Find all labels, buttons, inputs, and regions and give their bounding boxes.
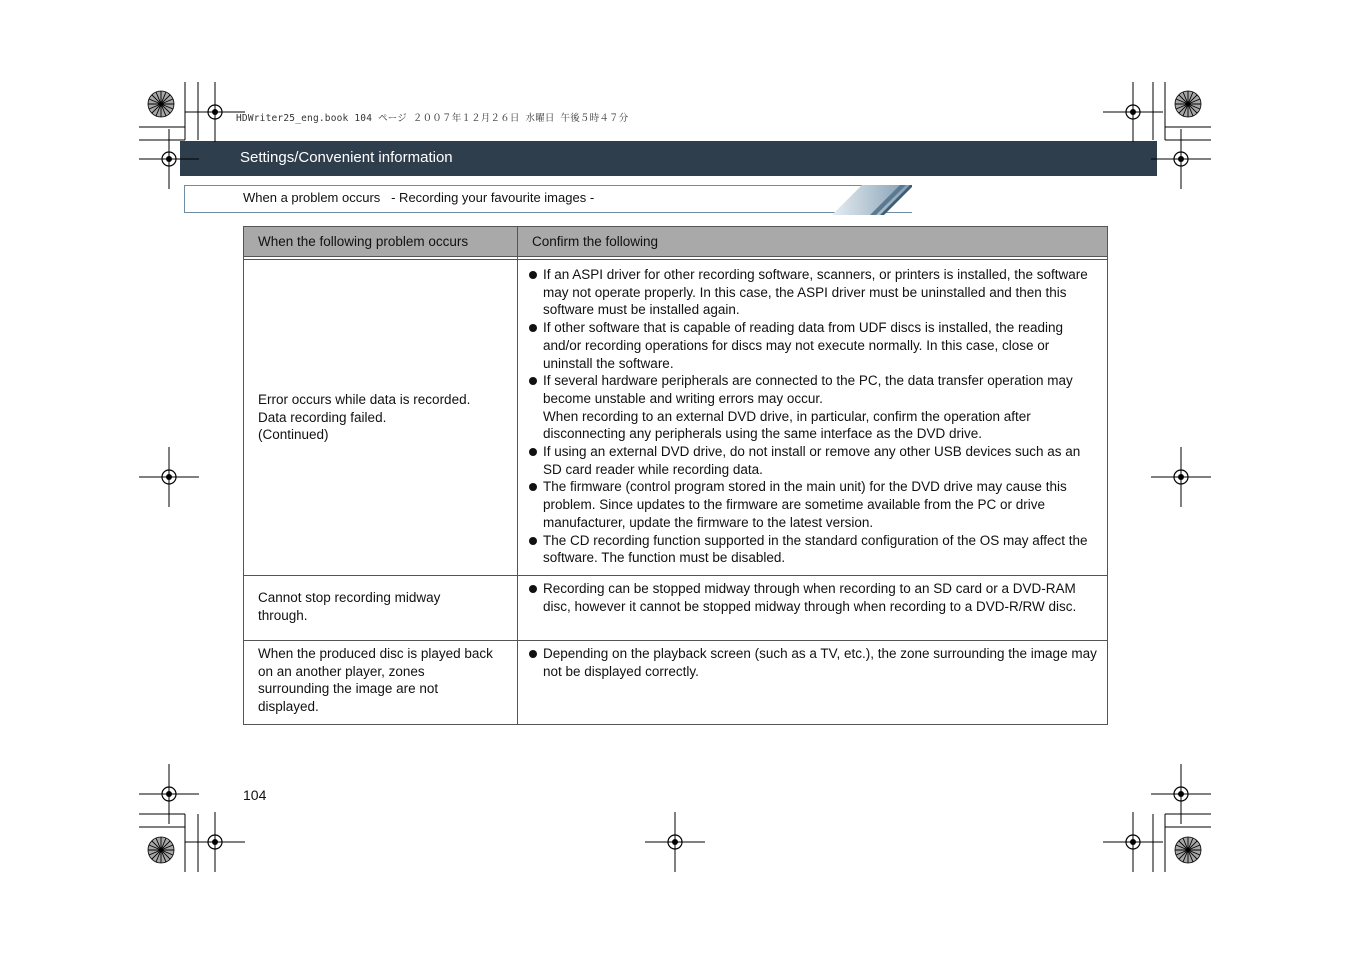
registration-star-icon bbox=[148, 91, 174, 117]
registration-cross-icon bbox=[1151, 129, 1211, 189]
problem-line: (Continued) bbox=[258, 427, 329, 443]
registration-cross-icon bbox=[139, 129, 199, 189]
registration-cross-icon bbox=[185, 812, 245, 872]
confirm-text: If an ASPI driver for other recording software, scanners, or printers is installed, the software may not operate properly. In this case, the ASPI driver must be uninstalled and then this software must be installed again. bbox=[543, 267, 1088, 318]
registration-cross-icon bbox=[645, 812, 705, 872]
column-header-confirm: Confirm the following bbox=[518, 227, 1108, 257]
confirm-text: The firmware (control program stored in the main unit) for the DVD drive may cause this problem. Since updates to the firmware are sometime available from the PC or drive manufacturer, update the firmware to the latest version. bbox=[543, 479, 1067, 530]
registration-cross-icon bbox=[139, 764, 199, 824]
registration-star-icon bbox=[1175, 91, 1201, 117]
problem-line: Cannot stop recording midway bbox=[258, 589, 441, 605]
print-slug-line: HDWriter25_eng.book 104 ページ ２００７年１２月２６日 水曜日 午後５時４７分 bbox=[236, 113, 629, 124]
confirm-text: If several hardware peripherals are connected to the PC, the data transfer operation may become unstable and writing errors may occur. bbox=[543, 373, 1073, 406]
confirm-text: Recording can be stopped midway through when recording to an SD card or a DVD-RAM disc, however it cannot be stopped midway through when recording to a DVD-R/RW disc. bbox=[543, 580, 1077, 614]
registration-cross-icon bbox=[1103, 82, 1163, 142]
subsection-title: When a problem occurs - Recording your favourite images - bbox=[243, 190, 595, 205]
problem-line: displayed. bbox=[258, 699, 319, 715]
confirm-text: The CD recording function supported in the standard configuration of the OS may affect the software. The function must be disabled. bbox=[543, 532, 1088, 566]
confirm-text: If using an external DVD drive, do not install or remove any other USB devices such as an SD card reader while recording data. bbox=[543, 444, 1081, 477]
problem-line: surrounding the image are not bbox=[258, 681, 439, 697]
registration-star-icon bbox=[1175, 837, 1201, 863]
problem-line: Error occurs while data is recorded. bbox=[258, 391, 471, 407]
page-number: 104 bbox=[243, 787, 267, 803]
registration-cross-icon bbox=[1151, 764, 1211, 824]
registration-cross-icon bbox=[1151, 447, 1211, 507]
column-header-problem: When the following problem occurs bbox=[244, 227, 518, 257]
problem-line: When the produced disc is played back bbox=[258, 645, 493, 661]
problem-line: Data recording failed. bbox=[258, 409, 387, 425]
registration-star-icon bbox=[148, 837, 174, 863]
confirm-text: If other software that is capable of reading data from UDF discs is installed, the reading and/or recording operations for discs may not execute normally. In this case, close or uninstall the software. bbox=[543, 320, 1064, 371]
confirm-text-continued: When recording to an external DVD drive, in particular, confirm the operation after disconnecting any peripherals using the same interface as the DVD drive. bbox=[543, 408, 1031, 442]
problem-line: through. bbox=[258, 607, 308, 623]
confirm-text: Depending on the playback screen (such as a TV, etc.), the zone surrounding the image may not be displayed correctly. bbox=[543, 645, 1097, 679]
registration-cross-icon bbox=[185, 82, 245, 142]
problem-line: on an another player, zones bbox=[258, 663, 425, 679]
registration-cross-icon bbox=[1103, 812, 1163, 872]
section-title: Settings/Convenient information bbox=[240, 149, 453, 166]
registration-cross-icon bbox=[139, 447, 199, 507]
